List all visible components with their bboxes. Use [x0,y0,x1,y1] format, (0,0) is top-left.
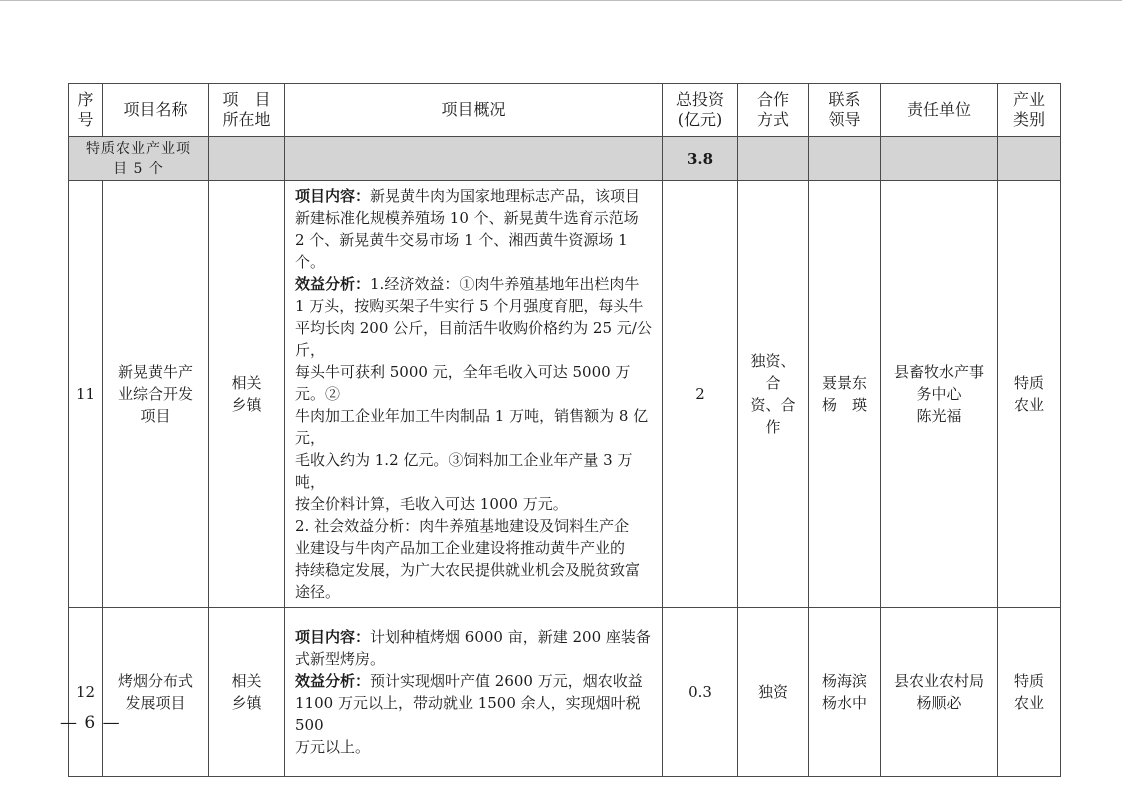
project-investment: 0.3 [663,608,738,777]
project-investment: 2 [663,181,738,608]
project-leader: 杨海滨 杨水中 [809,608,881,777]
project-location: 相关 乡镇 [209,181,285,608]
header-name: 项目名称 [103,84,209,137]
header-leader: 联系 领导 [809,84,881,137]
table-row [69,608,1061,777]
header-seq: 序 号 [69,84,103,137]
table-row [69,181,1061,608]
project-unit: 县畜牧水产事 务中心 陈光福 [881,181,998,608]
header-overview: 项目概况 [285,84,663,137]
project-cooperation: 独资 [738,608,809,777]
project-name: 新晃黄牛产 业综合开发 项目 [103,181,209,608]
project-location: 相关 乡镇 [209,608,285,777]
project-overview: 项目内容：计划种植烤烟 6000 亩，新建 200 座装备 式新型烤房。 效益分析：预计实现烟叶产值 2600 万元，烟农收益 1100 万元以上，带动就业 1500 余人，实现烟叶税 500 万元以上。 [285,608,663,777]
header-investment: 总投资 (亿元) [663,84,738,137]
category-empty-category [998,137,1061,181]
page-number: — 6 — [60,713,121,733]
project-leader: 聂景东 杨 瑛 [809,181,881,608]
project-unit: 县农业农村局 杨顺必 [881,608,998,777]
project-name: 烤烟分布式 发展项目 [103,608,209,777]
project-cooperation: 独资、合 资、合作 [738,181,809,608]
project-table [68,83,1061,777]
project-seq: 12 [69,608,103,777]
top-rule [0,0,1122,1]
project-category: 特质 农业 [998,608,1061,777]
category-total-investment: 3.8 [663,137,738,181]
category-empty-overview [285,137,663,181]
category-empty-cooperation [738,137,809,181]
project-category: 特质 农业 [998,181,1061,608]
category-row [69,137,1061,181]
project-seq: 11 [69,181,103,608]
header-cooperation: 合作 方式 [738,84,809,137]
header-location: 项 目 所在地 [209,84,285,137]
header-row [69,84,1061,137]
category-name: 特质农业产业项 目 5 个 [69,137,209,181]
category-empty-unit [881,137,998,181]
category-empty-leader [809,137,881,181]
project-overview: 项目内容：新晃黄牛肉为国家地理标志产品，该项目 新建标准化规模养殖场 10 个、新晃黄牛选育示范场 2 个、新晃黄牛交易市场 1 个、湘西黄牛资源场 1 个。 效益分析：1.经济效益：①肉牛养殖基地年出栏肉牛 1 万头，按购买架子牛实行 5 个月强度育肥，每头牛 平均长肉 200 公斤，目前活牛收购价格约为 25 元/公斤， 每头牛可获利 5000 元，全年毛收入可达 5000 万元。② 牛肉加工企业年加工牛肉制品 1 万吨，销售额为 8 亿元， 毛收入约为 1.2 亿元。③饲料加工企业年产量 3 万吨， 按全价料计算，毛收入可达 1000 万元。 2. 社会效益分析：肉牛养殖基地建设及饲料生产企 业建设与牛肉产品加工企业建设将推动黄牛产业的 持续稳定发展，为广大农民提供就业机会及脱贫致富 途径。 [285,181,663,608]
header-unit: 责任单位 [881,84,998,137]
category-empty-location [209,137,285,181]
header-category: 产业 类别 [998,84,1061,137]
